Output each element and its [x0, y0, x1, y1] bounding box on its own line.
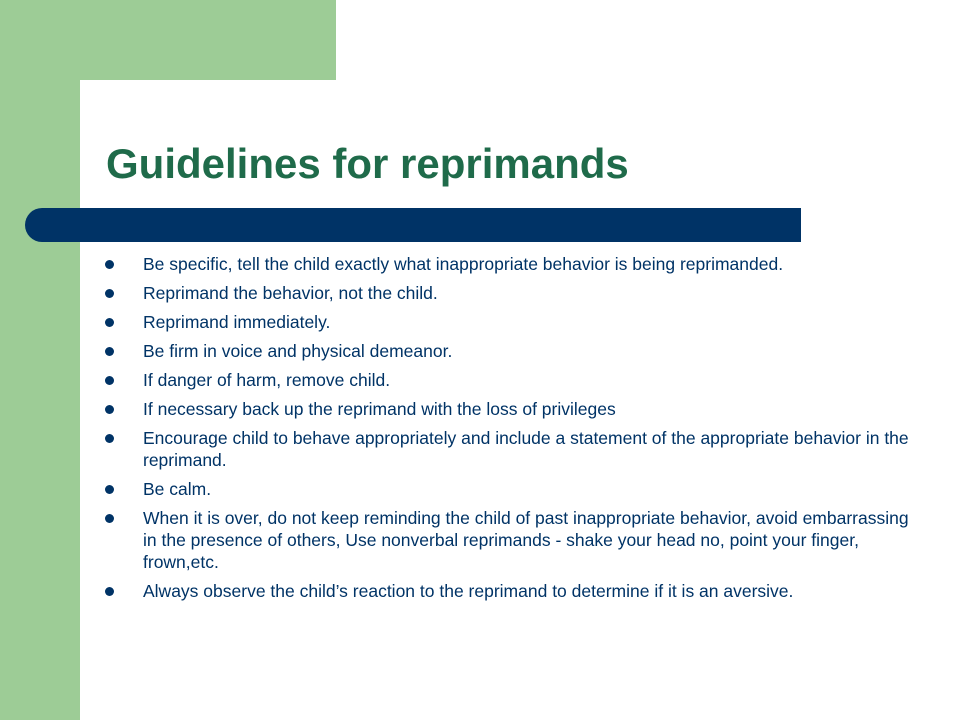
bullet-item	[104, 427, 924, 471]
bullet-text: Be specific, tell the child exactly what inappropriate behavior is being reprimanded.	[143, 254, 784, 274]
title-underline-bar	[25, 208, 801, 242]
bullet-item	[104, 311, 924, 333]
bullet-dot-icon	[105, 260, 114, 269]
bullet-dot-icon	[105, 318, 114, 327]
bullet-item	[104, 253, 924, 275]
green-top-decoration	[0, 0, 336, 80]
bullet-dot-icon	[105, 347, 114, 356]
bullet-text: If necessary back up the reprimand with the loss of privileges	[143, 399, 616, 419]
bullet-item	[104, 478, 924, 500]
bullet-dot-icon	[105, 434, 114, 443]
bullet-dot-icon	[105, 514, 114, 523]
bullet-item	[104, 282, 924, 304]
slide-title: Guidelines for reprimands	[106, 140, 629, 187]
bullet-item	[104, 580, 924, 602]
bullet-text: Encourage child to behave appropriately and include a statement of the appropriate behavior in the reprimand.	[143, 428, 909, 470]
green-sidebar-decoration	[0, 0, 80, 720]
bullet-dot-icon	[105, 376, 114, 385]
bullet-text: Be firm in voice and physical demeanor.	[143, 341, 453, 361]
bullet-text: Reprimand the behavior, not the child.	[143, 283, 438, 303]
bullet-text: If danger of harm, remove child.	[143, 370, 391, 390]
bullet-text: Be calm.	[143, 479, 212, 499]
bullet-dot-icon	[105, 485, 114, 494]
bullet-item	[104, 340, 924, 362]
bullet-item	[104, 507, 924, 573]
bullet-item	[104, 398, 924, 420]
bullet-dot-icon	[105, 405, 114, 414]
bullet-text: Reprimand immediately.	[143, 312, 331, 332]
bullet-text: When it is over, do not keep reminding the child of past inappropriate behavior, avoid embarrassing in the presence of others, Use nonverbal reprimands - shake your head no, point your finger, frown,etc.	[143, 508, 909, 572]
bullet-item	[104, 369, 924, 391]
bullet-dot-icon	[105, 587, 114, 596]
bullet-dot-icon	[105, 289, 114, 298]
bullet-list	[104, 253, 924, 609]
bullet-text: Always observe the child’s reaction to the reprimand to determine if it is an aversive.	[143, 581, 794, 601]
